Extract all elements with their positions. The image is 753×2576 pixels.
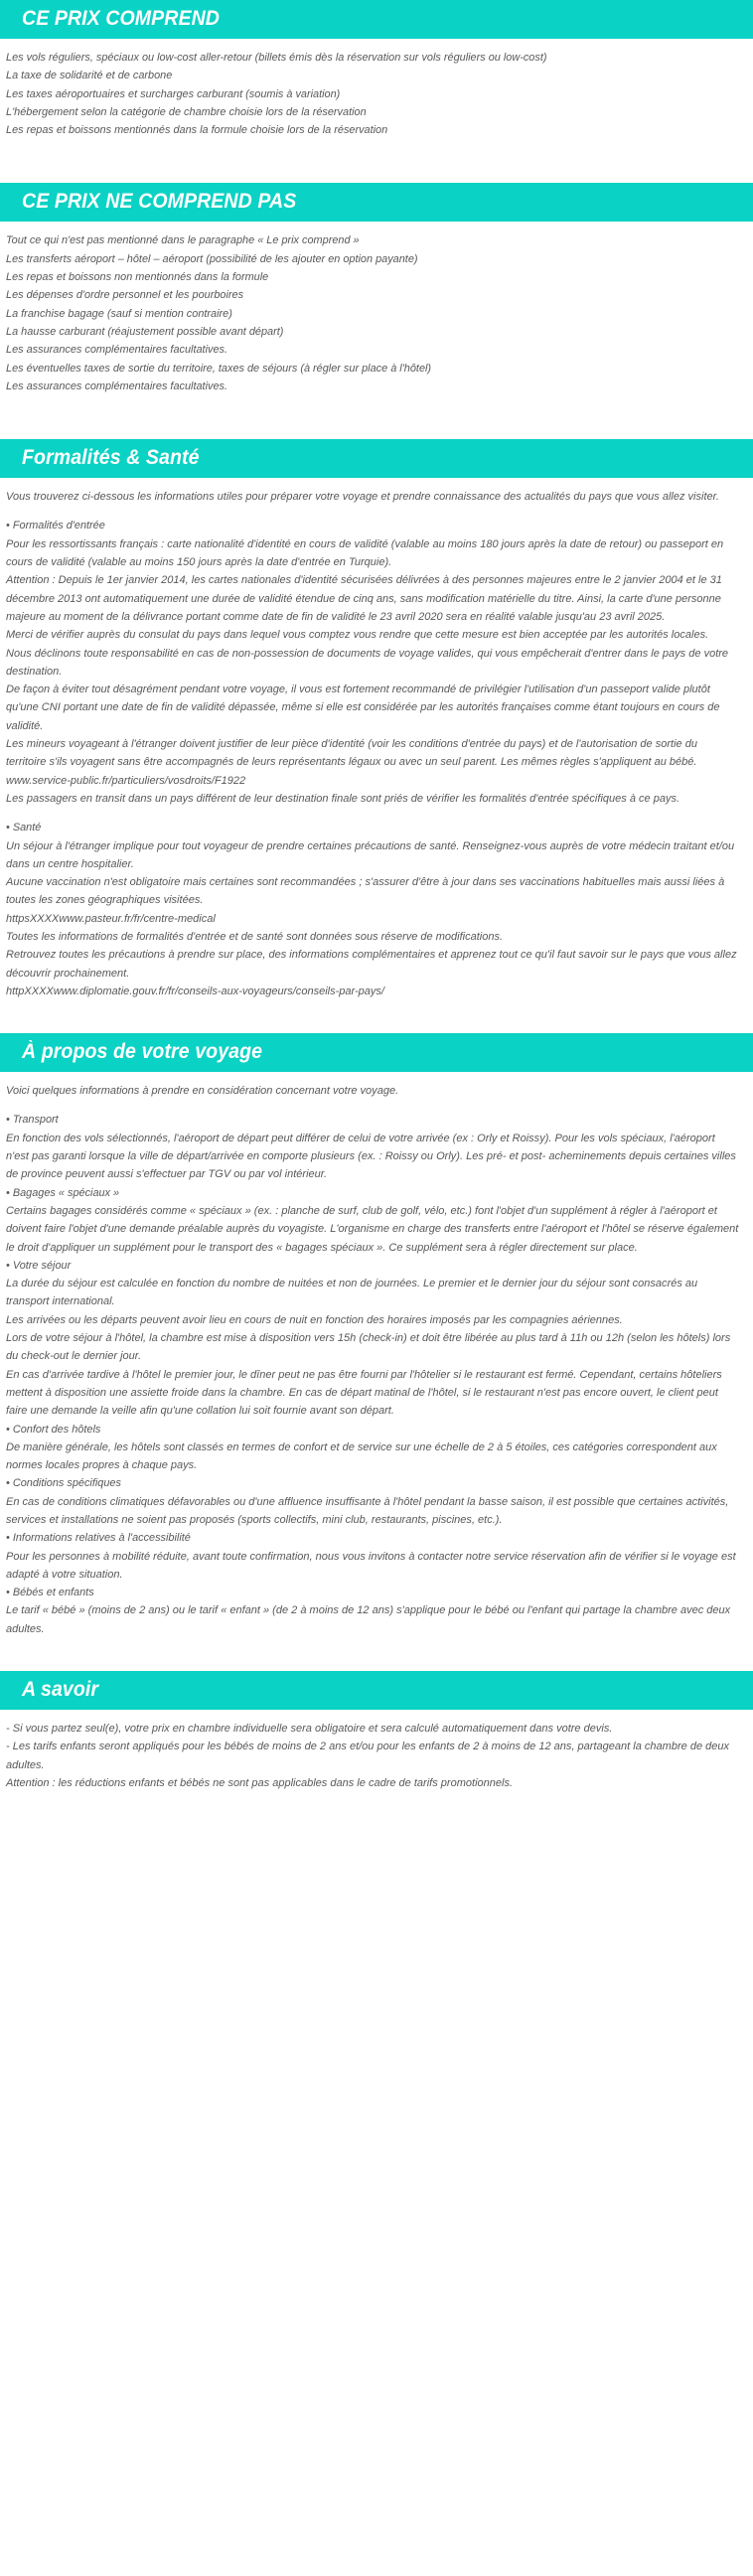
subheading-health: • Santé: [6, 822, 42, 834]
list-item: Les assurances complémentaires facultatives.: [6, 344, 227, 357]
paragraph: De façon à éviter tout désagrément pendant votre voyage, il vous est fortement recommandé de privilégier l'utilisation d'un passeport valide plutôt qu'une CNI portant une date de fin de validité dépassée, même si elle est considérée par les autorités françaises comme étant toujours en cours de validité.: [6, 683, 720, 732]
list-item: Les transferts aéroport – hôtel – aéroport (possibilité de les ajouter en option payante): [6, 252, 418, 265]
paragraph: Lors de votre séjour à l'hôtel, la chambre est mise à disposition vers 15h (check-in) et doit être libérée au plus tard à 11h ou 12h (selon les hôtels) lors du check-out le dernier jour.: [6, 1332, 731, 1363]
section-title-formalities: Formalités & Santé: [22, 446, 200, 470]
paragraph-gap: [6, 1100, 739, 1111]
list-item: La taxe de solidarité et de carbone: [6, 70, 173, 82]
list-item: Les repas et boissons non mentionnés dans la formule: [6, 271, 269, 284]
paragraph-gap: [6, 506, 739, 517]
subheading-special-luggage: • Bagages « spéciaux »: [6, 1186, 120, 1199]
section-body-included: [0, 39, 753, 139]
subheading-entry-formalities: • Formalités d'entrée: [6, 520, 105, 532]
formalities-intro: Vous trouverez ci-dessous les informations utiles pour préparer votre voyage et prendre connaissance des actualités du pays que vous allez visiter.: [6, 491, 719, 504]
paragraph: Merci de vérifier auprès du consulat du pays dans lequel vous comptez vous rendre que cette mesure est bien acceptée par les autorités locales.: [6, 629, 709, 642]
subheading-transport: • Transport: [6, 1114, 59, 1127]
paragraph: - Les tarifs enfants seront appliqués pour les bébés de moins de 2 ans et/ou pour les enfants de 2 à moins de 12 ans, partageant la chambre de deux adultes.: [6, 1741, 730, 1771]
list-item: La hausse carburant (réajustement possible avant départ): [6, 325, 284, 338]
external-link-diplomatie[interactable]: httpXXXXwww.diplomatie.gouv.fr/fr/conseils-aux-voyageurs/conseils-par-pays/: [6, 985, 384, 997]
section-title-not-included: CE PRIX NE COMPREND PAS: [22, 190, 297, 214]
paragraph: Toutes les informations de formalités d'entrée et de santé sont données sous réserve de modifications.: [6, 930, 504, 943]
paragraph: Aucune vaccination n'est obligatoire mais certaines sont recommandées ; s'assurer d'être à jour dans ses vaccinations habituelles mais aussi liées à toutes les zones géographiques visitées.: [6, 876, 725, 907]
section-gap: [0, 1638, 753, 1671]
paragraph: De manière générale, les hôtels sont classés en termes de confort et de service sur une échelle de 2 à 5 étoiles, ces catégories correspondent aux normes locales propres à chaque pays.: [6, 1440, 717, 1472]
not-included-list: [6, 231, 739, 395]
about-trip-intro: Voici quelques informations à prendre en considération concernant votre voyage.: [6, 1085, 399, 1098]
section-title-about-trip: À propos de votre voyage: [22, 1040, 263, 1064]
subheading-your-stay: • Votre séjour: [6, 1259, 72, 1272]
list-item: Tout ce qui n'est pas mentionné dans le paragraphe « Le prix comprend »: [6, 234, 360, 247]
list-item: Les taxes aéroportuaires et surcharges carburant (soumis à variation): [6, 87, 341, 100]
section-header-included: [0, 0, 753, 39]
paragraph-gap: [6, 808, 739, 819]
section-header-not-included: [0, 183, 753, 222]
subheading-babies-children: • Bébés et enfants: [6, 1587, 94, 1599]
paragraph: Certains bagages considérés comme « spéciaux » (ex. : planche de surf, club de golf, vélo, etc.) font l'objet d'un supplément à régler à l'aéroport et doivent faire l'objet d'une demande préalable auprès du voyagiste. L'organisme en charge des transferts entre l'aéroport et l'hôtel se réserve également le droit d'appliquer un supplément pour le transport des « bagages spéciaux ». Ce supplément sera à régler directement sur place.: [6, 1204, 739, 1254]
section-body-good-to-know: [0, 1710, 753, 1792]
paragraph: - Si vous partez seul(e), votre prix en chambre individuelle sera obligatoire et sera calculé automatiquement dans votre devis.: [6, 1723, 613, 1736]
section-gap: [0, 1000, 753, 1033]
paragraph: Un séjour à l'étranger implique pour tout voyageur de prendre certaines précautions de santé. Renseignez-vous auprès de votre médecin traitant et/ou dans un centre hospitalier.: [6, 839, 735, 870]
paragraph: Les passagers en transit dans un pays différent de leur destination finale sont priés de vérifier les formalités d'entrée spécifiques à ce pays.: [6, 792, 680, 805]
list-item: Les dépenses d'ordre personnel et les pourboires: [6, 289, 244, 302]
list-item: L'hébergement selon la catégorie de chambre choisie lors de la réservation: [6, 105, 367, 118]
section-header-about-trip: [0, 1033, 753, 1072]
section-gap: [0, 139, 753, 183]
section-header-formalities: [0, 439, 753, 478]
section-body-about-trip: [0, 1072, 753, 1638]
subheading-hotel-comfort: • Confort des hôtels: [6, 1423, 101, 1436]
included-list: [6, 49, 739, 139]
paragraph: Pour les ressortissants français : carte nationalité d'identité en cours de validité (valable au moins 180 jours après la date de retour) ou passeport en cours de validité (valable au moins 150 jours après la date d'entrée en Turquie).: [6, 537, 724, 569]
paragraph: Les mineurs voyageant à l'étranger doivent justifier de leur pièce d'identité (voir les conditions d'entrée du pays) et de l'autorisation de sortie du territoire s'ils voyagent sans être accompagnés de leurs représentants légaux ou avec un seul parent. Les mêmes règles s'appliquent au bébé.: [6, 738, 697, 769]
paragraph: La durée du séjour est calculée en fonction du nombre de nuitées et non de journées. Le premier et le dernier jour du séjour sont consacrés au transport international.: [6, 1278, 698, 1308]
subheading-specific-conditions: • Conditions spécifiques: [6, 1477, 121, 1490]
external-link-service-public[interactable]: www.service-public.fr/particuliers/vosdroits/F1922: [6, 774, 246, 787]
paragraph: Attention : Depuis le 1er janvier 2014, les cartes nationales d'identité sécurisées délivrées à des personnes majeures entre le 2 janvier 2004 et le 31 décembre 2013 ont automatiquement une durée de validité étendue de cinq ans, sans modification matérielle du titre. Ainsi, la carte d'une personne majeure au moment de la délivrance portant comme date de fin de validité le 23 avril 2020 sera en réalité valable jusqu'au 23 avril 2025.: [6, 574, 722, 623]
paragraph: En cas de conditions climatiques défavorables ou d'une affluence insuffisante à l'hôtel pendant la basse saison, il est possible que certaines activités, services et installations ne soient pas proposés (sports collectifs, mini club, restaurants, piscines, etc.).: [6, 1495, 729, 1526]
list-item: La franchise bagage (sauf si mention contraire): [6, 307, 232, 320]
paragraph: Le tarif « bébé » (moins de 2 ans) ou le tarif « enfant » (de 2 à moins de 12 ans) s'applique pour le bébé ou l'enfant qui partage la chambre avec deux adultes.: [6, 1604, 731, 1635]
external-link-pasteur[interactable]: httpsXXXXwww.pasteur.fr/fr/centre-medical: [6, 912, 216, 925]
paragraph: Retrouvez toutes les précautions à prendre sur place, des informations complémentaires et apprenez tout ce qu'il faut savoir sur le pays que vous allez découvrir prochainement.: [6, 949, 737, 980]
paragraph: En fonction des vols sélectionnés, l'aéroport de départ peut différer de celui de votre arrivée (ex : Orly et Roissy). Pour les vols spéciaux, l'aéroport n'est pas garanti lorsque la ville de départ/arrivée en comporte plusieurs (ex. : Roissy ou Orly). Les pré- et post- acheminements depuis certaines villes de province peuvent aussi s'effectuer par TGV ou par vol intérieur.: [6, 1132, 736, 1181]
list-item: Les vols réguliers, spéciaux ou low-cost aller-retour (billets émis dès la réservation sur vols réguliers ou low-cost): [6, 52, 547, 64]
list-item: Les éventuelles taxes de sortie du territoire, taxes de séjours (à régler sur place à l'hôtel): [6, 362, 432, 375]
section-body-formalities: [0, 478, 753, 1000]
paragraph: Nous déclinons toute responsabilité en cas de non-possession de documents de voyage valides, qui vous empêcherait d'entrer dans le pays de votre destination.: [6, 647, 729, 678]
paragraph: Attention : les réductions enfants et bébés ne sont pas applicables dans le cadre de tarifs promotionnels.: [6, 1776, 514, 1789]
list-item: Les assurances complémentaires facultatives.: [6, 379, 227, 392]
paragraph: Pour les personnes à mobilité réduite, avant toute confirmation, nous vous invitons à contacter notre service réservation afin de vérifier si le voyage est adapté à votre situation.: [6, 1550, 736, 1581]
paragraph: En cas d'arrivée tardive à l'hôtel le premier jour, le dîner peut ne pas être fourni par l'hôtelier si le restaurant est fermé. Cependant, certains hôteliers mettent à disposition une assiette froide dans la chambre. En cas de départ matinal de l'hôtel, si le restaurant n'est pas encore ouvert, le client peut faire une demande la veille afin qu'une collation lui soit fournie avant son départ.: [6, 1368, 722, 1418]
section-body-not-included: [0, 222, 753, 395]
section-header-good-to-know: [0, 1671, 753, 1710]
section-title-included: CE PRIX COMPREND: [22, 7, 220, 30]
paragraph: Les arrivées ou les départs peuvent avoir lieu en cours de nuit en fonction des horaires imposés par les compagnies aériennes.: [6, 1313, 623, 1326]
subheading-accessibility: • Informations relatives à l'accessibilité: [6, 1532, 191, 1545]
section-gap: [0, 395, 753, 439]
list-item: Les repas et boissons mentionnés dans la formule choisie lors de la réservation: [6, 124, 388, 137]
section-title-good-to-know: A savoir: [22, 1678, 99, 1702]
